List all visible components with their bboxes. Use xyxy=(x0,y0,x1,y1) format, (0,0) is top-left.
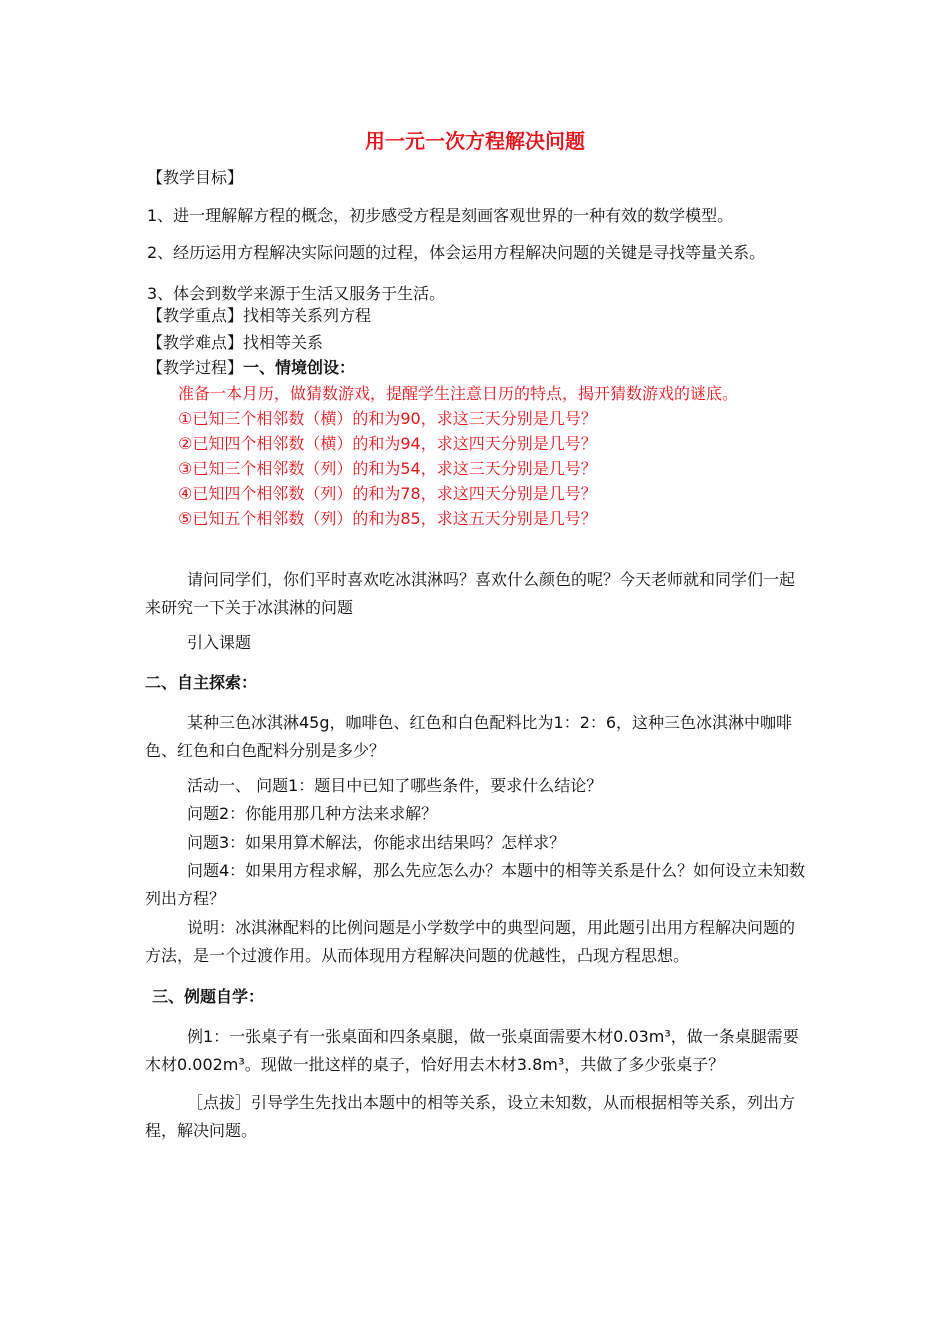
example-hint: ［点拔］引导学生先找出本题中的相等关系，设立未知数，从而根据相等关系，列出方程，解决问题。 xyxy=(145,1093,796,1140)
objective-item-1: 1、进一理解解方程的概念，初步感受方程是刻画客观世界的一种有效的数学模型。 xyxy=(147,206,734,225)
example-1: 例1：一张桌子有一张桌面和四条桌腿，做一张桌面需要木材0.03m³，做一条桌腿需要木材0.002m³。现做一批这样的桌子，恰好用去木材3.8m³，共做了多少张桌子？ xyxy=(145,1027,799,1074)
question-2: 问题2：你能用那几种方法来求解？ xyxy=(187,804,438,823)
question-1: 活动一、 问题1：题目中已知了哪些条件，要求什么结论？ xyxy=(187,776,603,795)
key-point xyxy=(147,306,371,326)
question-3: 问题3：如果用算术解法，你能求出结果吗？怎样求？ xyxy=(187,833,566,852)
page-title: 用一元一次方程解决问题 xyxy=(365,129,585,153)
calendar-question: ③已知三个相邻数（列）的和为54，求这三天分别是几号？ xyxy=(178,459,597,478)
process-label: 【教学过程】 xyxy=(147,358,244,377)
difficulty-text: 找相等关系 xyxy=(243,333,324,352)
section2-heading: 二、自主探索： xyxy=(145,673,258,692)
key-point-label: 【教学重点】 xyxy=(147,306,244,325)
difficulty-label: 【教学难点】 xyxy=(147,333,244,352)
calendar-question: ①已知三个相邻数（横）的和为90，求这三天分别是几号？ xyxy=(178,409,597,428)
explanation-note: 说明：冰淇淋配料的比例问题是小学数学中的典型问题，用此题引出用方程解决问题的方法，是一个过渡作用。从而体现用方程解决问题的优越性，凸现方程思想。 xyxy=(145,918,796,965)
calendar-question: ⑤已知五个相邻数（列）的和为85，求这五天分别是几号？ xyxy=(178,509,597,528)
objectives-heading: 【教学目标】 xyxy=(147,168,244,187)
calendar-question: ②已知四个相邻数（横）的和为94，求这四天分别是几号？ xyxy=(178,434,597,453)
icecream-problem: 某种三色冰淇淋45g，咖啡色、红色和白色配料比为1：2：6，这种三色冰淇淋中咖啡色、红色和白色配料分别是多少？ xyxy=(145,713,793,760)
section1-heading: 一、情境创设： xyxy=(243,358,356,377)
lead-in: 引入课题 xyxy=(187,633,252,652)
section3-heading: 三、例题自学： xyxy=(152,987,265,1006)
calendar-intro: 准备一本月历，做猜数游戏，提醒学生注意日历的特点，揭开猜数游戏的谜底。 xyxy=(178,384,739,403)
objective-item-3: 3、体会到数学来源于生活又服务于生活。 xyxy=(147,284,446,303)
calendar-question: ④已知四个相邻数（列）的和为78，求这四天分别是几号？ xyxy=(178,484,597,503)
process-heading xyxy=(147,358,355,378)
key-point-text: 找相等关系列方程 xyxy=(243,306,372,325)
icecream-intro: 请问同学们，你们平时喜欢吃冰淇淋吗？喜欢什么颜色的呢？今天老师就和同学们一起来研究一下关于冰淇淋的问题 xyxy=(145,570,796,617)
question-4: 问题4：如果用方程求解，那么先应怎么办？本题中的相等关系是什么？如何设立未知数列出方程？ xyxy=(145,861,806,908)
difficulty xyxy=(147,333,323,353)
objective-item-2: 2、经历运用方程解决实际问题的过程，体会运用方程解决问题的关键是寻找等量关系。 xyxy=(147,243,766,262)
